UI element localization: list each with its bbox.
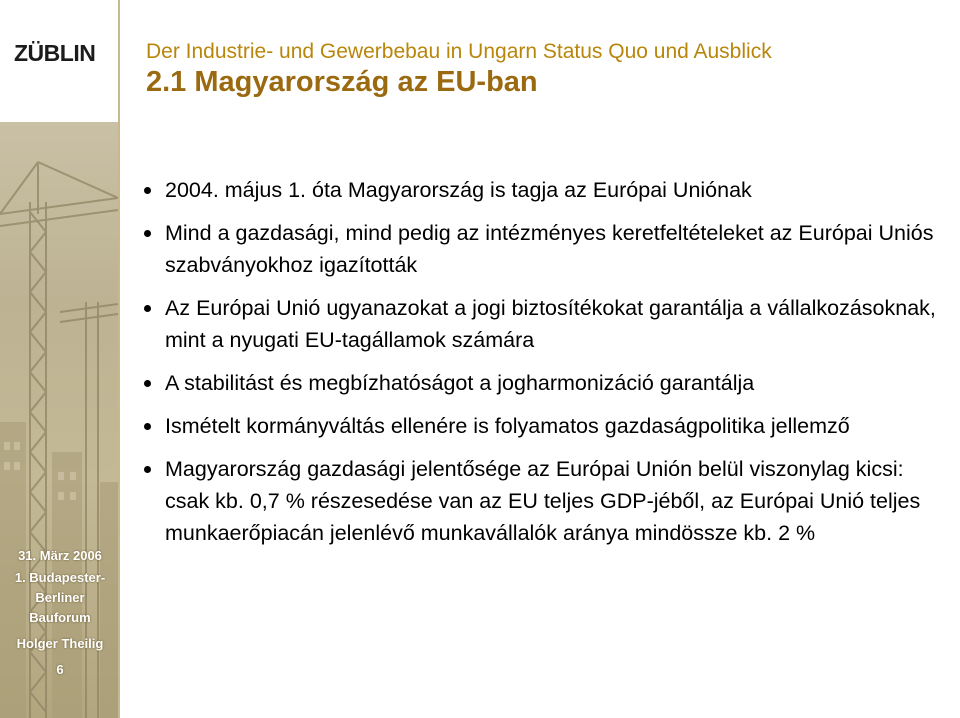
vertical-divider bbox=[118, 0, 120, 718]
bullet-item: Mind a gazdasági, mind pedig az intézményes keretfeltételeket az Európai Uniós szabványokhoz igazították bbox=[138, 217, 938, 281]
bullet-dot-icon bbox=[144, 423, 151, 430]
sidebar-photo bbox=[0, 122, 118, 718]
construction-crane-icon bbox=[0, 122, 118, 718]
bullet-item: Ismételt kormányváltás ellenére is folyamatos gazdaságpolitika jellemző bbox=[138, 410, 938, 442]
slide-subtitle: Der Industrie- und Gewerbebau in Ungarn Status Quo und Ausblick bbox=[146, 40, 772, 63]
slide-title: 2.1 Magyarország az EU-ban bbox=[146, 66, 538, 98]
bullet-dot-icon bbox=[144, 305, 151, 312]
bullet-item: 2004. május 1. óta Magyarország is tagja az Európai Uniónak bbox=[138, 174, 938, 206]
bullet-list bbox=[138, 174, 938, 549]
logo-area bbox=[0, 0, 118, 122]
author-name: Holger Theilig bbox=[16, 636, 104, 651]
bullet-dot-icon bbox=[144, 466, 151, 473]
page-number: 6 bbox=[56, 662, 64, 677]
bullet-item: Magyarország gazdasági jelentősége az Európai Unión belül viszonylag kicsi: csak kb. 0,7 % részesedése van az EU teljes GDP-jéből, az Európai Unió teljes munkaerőpiacán jelenlévő munkavállalók aránya mindössze kb. 2 % bbox=[138, 453, 938, 549]
bullet-dot-icon bbox=[144, 230, 151, 237]
bullet-item: A stabilitást és megbízhatóságot a jogharmonizáció garantálja bbox=[138, 367, 938, 399]
zublin-logo: ZÜBLIN bbox=[14, 40, 96, 66]
slide-content bbox=[138, 174, 938, 560]
slide-header bbox=[0, 0, 960, 122]
bullet-dot-icon bbox=[144, 187, 151, 194]
bullet-item: Az Európai Unió ugyanazokat a jogi biztosítékokat garantálja a vállalkozásoknak, mint a nyugati EU-tagállamok számára bbox=[138, 292, 938, 356]
event-name: 1. Budapester-Berliner Bauforum bbox=[14, 570, 106, 625]
bullet-dot-icon bbox=[144, 380, 151, 387]
presentation-date: 31. März 2006 bbox=[18, 548, 102, 563]
